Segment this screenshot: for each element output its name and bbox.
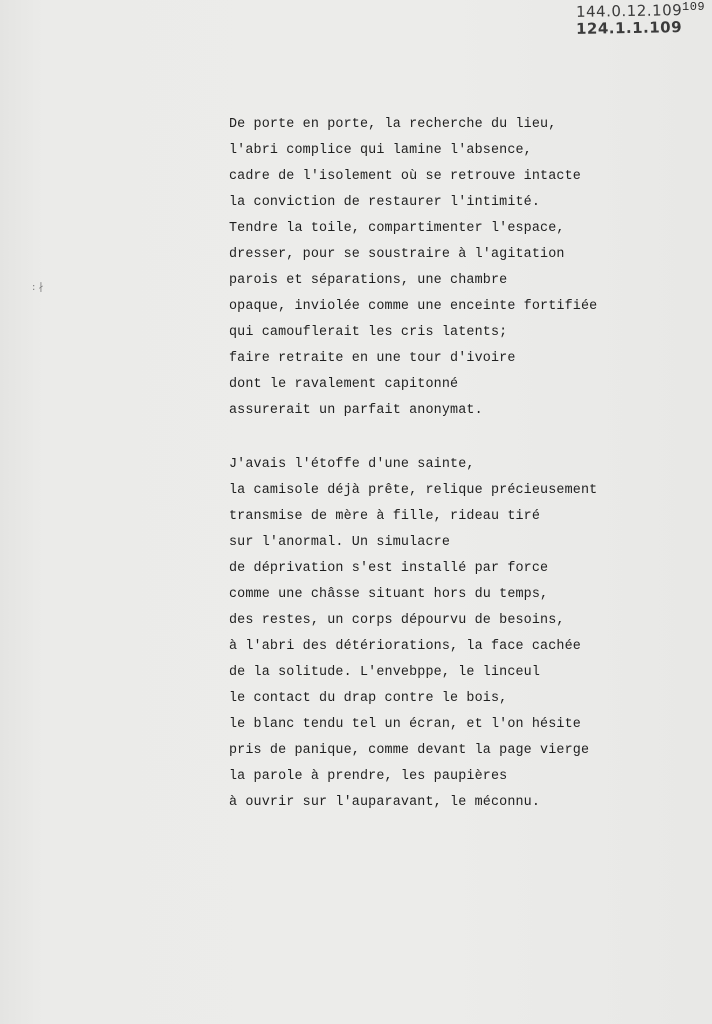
poem-line: qui camouflerait les cris latents; <box>229 325 508 340</box>
poem-line: Tendre la toile, compartimenter l'espace, <box>229 221 565 236</box>
poem-line: sur l'anormal. Un simulacre <box>229 535 451 550</box>
poem-line: J'avais l'étoffe d'une sainte, <box>229 457 475 472</box>
poem-line: dresser, pour se soustraire à l'agitation <box>229 247 565 262</box>
poem-line: des restes, un corps dépourvu de besoins, <box>229 613 565 628</box>
poem-line: parois et séparations, une chambre <box>229 273 508 288</box>
poem-line: de déprivation s'est installé par force <box>229 561 549 576</box>
poem-line: la conviction de restaurer l'intimité. <box>229 195 541 210</box>
page-number: 109 <box>682 0 706 14</box>
poem-stanza-1 <box>229 115 649 427</box>
poem-line: à l'abri des détériorations, la face cachée <box>229 639 581 654</box>
poem-line: le contact du drap contre le bois, <box>229 691 508 706</box>
poem-line: l'abri complice qui lamine l'absence, <box>229 143 532 158</box>
margin-speck-mark: : ∤ <box>32 282 44 293</box>
poem-stanza-2 <box>229 455 649 819</box>
poem-line: transmise de mère à fille, rideau tiré <box>229 509 541 524</box>
poem-line: De porte en porte, la recherche du lieu, <box>229 117 557 132</box>
poem-line: comme une châsse situant hors du temps, <box>229 587 549 602</box>
poem-line: à ouvrir sur l'auparavant, le méconnu. <box>229 795 541 810</box>
poem-line: le blanc tendu tel un écran, et l'on hésite <box>229 717 581 732</box>
poem-line: assurerait un parfait anonymat. <box>229 403 483 418</box>
poem-line: de la solitude. L'envebppe, le linceul <box>229 665 541 680</box>
poem-line: cadre de l'isolement où se retrouve intacte <box>229 169 581 184</box>
poem-line: dont le ravalement capitonné <box>229 377 459 392</box>
poem-line: la parole à prendre, les paupières <box>229 769 508 784</box>
archive-reference-2: 124.1.1.109 <box>575 18 683 38</box>
poem-line: opaque, inviolée comme une enceinte fortifiée <box>229 299 598 314</box>
poem-line: la camisole déjà prête, relique précieusement <box>229 483 598 498</box>
poem-line: faire retraite en une tour d'ivoire <box>229 351 516 366</box>
poem-line: pris de panique, comme devant la page vierge <box>229 743 590 758</box>
archive-reference-1: 144.0.12.109 <box>575 1 683 21</box>
